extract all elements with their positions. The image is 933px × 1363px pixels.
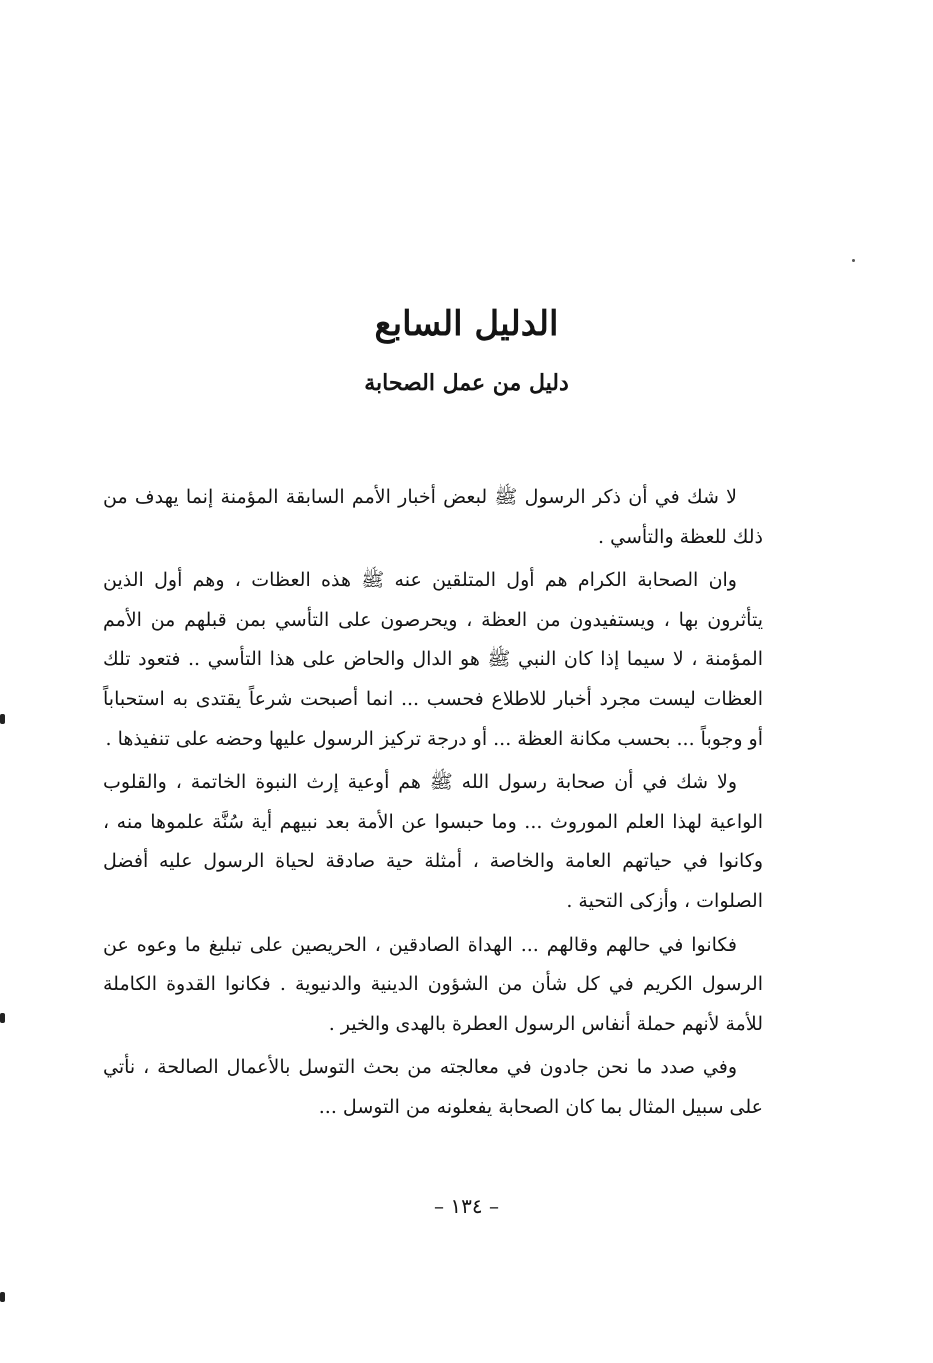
scan-margin-mark — [0, 1292, 5, 1302]
paragraph: فكانوا في حالهم وقالهم ... الهداة الصادقين ، الحريصين على تبليغ ما وعوه عن الرسول الكريم في كل شأن من الشؤون الدينية والدنيوية . فكانوا القدوة الكاملة للأمة لأنهم حملة أنفاس الرسول العطرة بالهدى والخير . — [103, 933, 763, 1035]
scan-margin-mark — [0, 714, 5, 724]
chapter-subtitle: دليل من عمل الصحابة — [364, 370, 569, 396]
paragraph: وان الصحابة الكرام هم أول المتلقين عنه ﷺ هذه العظات ، وهم أول الذين يتأثرون بها ، ويستفيدون من العظة ، ويحرصون على التأسي بمن قبلهم من الأمم المؤمنة ، لا سيما إذا كان النبي ﷺ هو الدال والحاض على هذا التأسي .. فتعود تلك العظات ليست مجرد أخبار للاطلاع فحسب ... انما أصبحت شرعاً يقتدى به استحباباً أو وجوباً ... بحسب مكانة العظة ... أو درجة تركيز الرسول عليها وحضه على تنفيذها . — [103, 569, 763, 750]
scan-speck — [852, 259, 855, 262]
paragraph: وفي صدد ما نحن جادون في معالجته من بحث التوسل بالأعمال الصالحة ، نأتي على سبيل المثال بما كان الصحابة يفعلونه من التوسل ... — [103, 1056, 763, 1118]
page-number: – ١٣٤ – — [434, 1194, 499, 1218]
body-text — [103, 478, 763, 1132]
paragraph: لا شك في أن ذكر الرسول ﷺ لبعض أخبار الأمم السابقة المؤمنة إنما يهدف من ذلك للعظة والتأسي . — [103, 486, 763, 548]
scan-margin-mark — [0, 1013, 5, 1023]
chapter-title: الدليل السابع — [374, 304, 559, 344]
paragraph: ولا شك في أن صحابة رسول الله ﷺ هم أوعية إرث النبوة الخاتمة ، والقلوب الواعية لهذا العلم الموروث ... وما حبسوا عن الأمة بعد نبيهم أية سُنَّة علموها منه ، وكانوا في حياتهم العامة والخاصة ، أمثلة حية صادقة لحياة الرسول عليه أفضل الصلوات ، وأزكى التحية . — [103, 771, 763, 912]
